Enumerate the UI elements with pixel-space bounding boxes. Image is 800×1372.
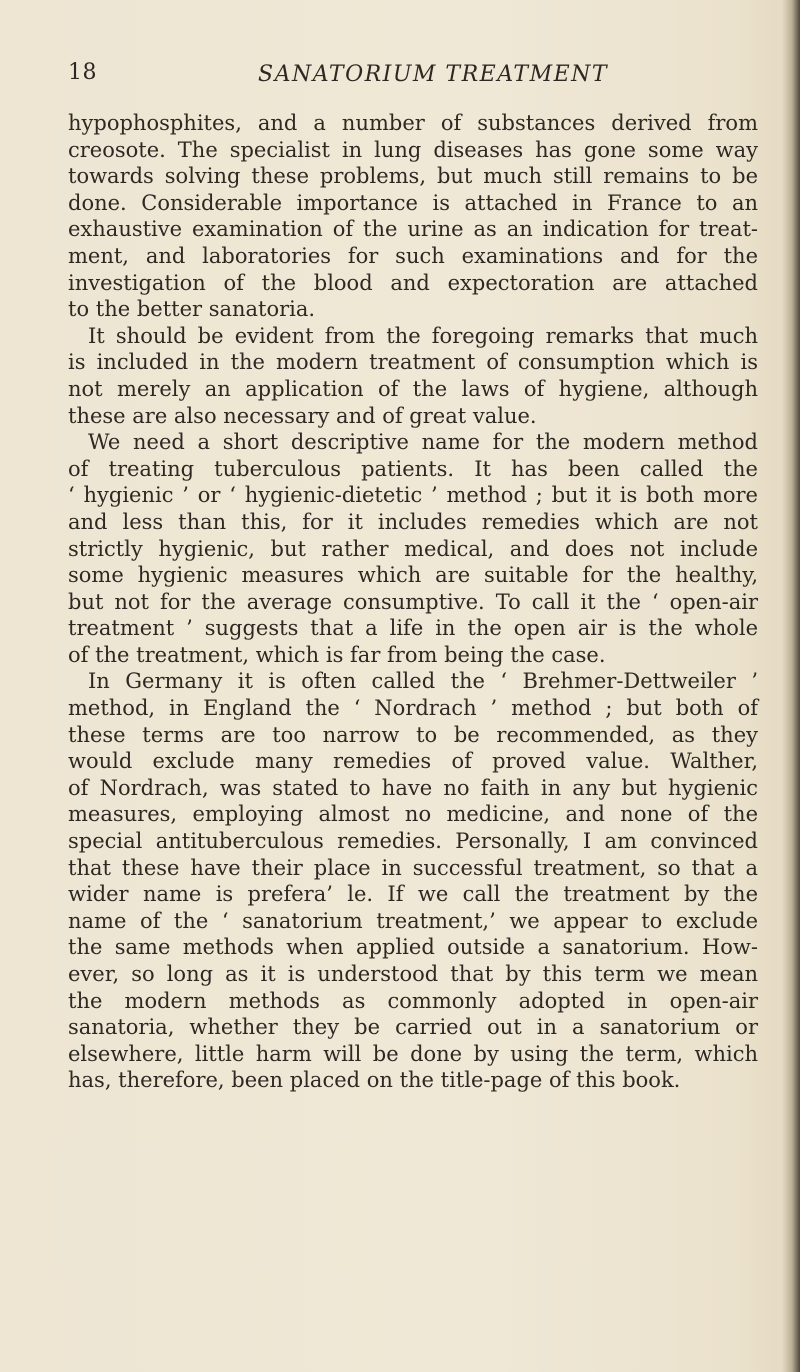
text-line: exhaustive examination of the urine as an indication for treat- — [68, 217, 758, 242]
text-line: these are also necessary and of great value. — [68, 403, 537, 428]
text-line: It should be evident from the foregoing remarks that much — [88, 323, 758, 348]
text-line: special antituberculous remedies. Personally, I am convinced — [68, 829, 758, 854]
page-number: 18 — [68, 60, 97, 85]
text-line: ment, and laboratories for such examinations and for the — [68, 243, 758, 268]
text-line: We need a short descriptive name for the modern method — [88, 430, 758, 455]
text-line: of treating tuberculous patients. It has been called the — [68, 456, 758, 481]
text-line: of Nordrach, was stated to have no faith in any but hygienic — [68, 775, 758, 800]
text-line: is included in the modern treatment of consumption which is — [68, 350, 758, 375]
text-line: to the better sanatoria. — [68, 297, 316, 322]
text-line: investigation of the blood and expectoration are attached — [68, 270, 758, 295]
text-line: elsewhere, little harm will be done by using the term, which — [68, 1041, 758, 1066]
text-line: not merely an application of the laws of hygiene, although — [68, 376, 758, 401]
text-line: but not for the average consumptive. To call it the ‘ open-air — [68, 589, 758, 614]
running-title: SANATORIUM TREATMENT — [258, 62, 609, 87]
text-line: the modern methods as commonly adopted in open-air — [68, 988, 758, 1013]
text-line: the same methods when applied outside a sanatorium. How- — [68, 935, 758, 960]
text-line: towards solving these problems, but much still remains to be — [68, 164, 758, 189]
text-line: would exclude many remedies of proved value. Walther, — [68, 749, 758, 774]
text-line: that these have their place in successful treatment, so that a — [68, 855, 758, 880]
text-line: strictly hygienic, but rather medical, and does not include — [68, 536, 758, 561]
body-text — [68, 110, 758, 1094]
text-line: creosote. The specialist in lung diseases has gone some way — [68, 137, 758, 162]
text-line: ‘ hygienic ’ or ‘ hygienic-dietetic ’ method ; but it is both more — [68, 483, 758, 508]
text-line: method, in England the ‘ Nordrach ’ method ; but both of — [68, 696, 758, 721]
text-line: hypophosphites, and a number of substances derived from — [68, 111, 758, 135]
text-line: of the treatment, which is far from being the case. — [68, 642, 606, 667]
text-line: these terms are too narrow to be recommended, as they — [68, 722, 758, 747]
text-line: name of the ‘ sanatorium treatment,’ we appear to exclude — [68, 908, 758, 933]
text-line: treatment ’ suggests that a life in the open air is the whole — [68, 616, 758, 641]
text-line: In Germany it is often called the ‘ Brehmer-Dettweiler ’ — [88, 669, 758, 694]
text-line: has, therefore, been placed on the title-page of this book. — [68, 1068, 681, 1093]
page-edge-shadow — [782, 0, 800, 1372]
running-head — [68, 60, 758, 94]
text-line: some hygienic measures which are suitable for the healthy, — [68, 563, 758, 588]
text-line: and less than this, for it includes remedies which are not — [68, 509, 758, 534]
text-line: ever, so long as it is understood that by this term we mean — [68, 962, 758, 986]
text-line: done. Considerable importance is attached in France to an — [68, 190, 758, 215]
text-line: wider name is prefera’ le. If we call the treatment by the — [68, 882, 758, 907]
text-line: sanatoria, whether they be carried out in a sanatorium or — [68, 1015, 758, 1040]
text-line: measures, employing almost no medicine, and none of the — [68, 802, 758, 827]
